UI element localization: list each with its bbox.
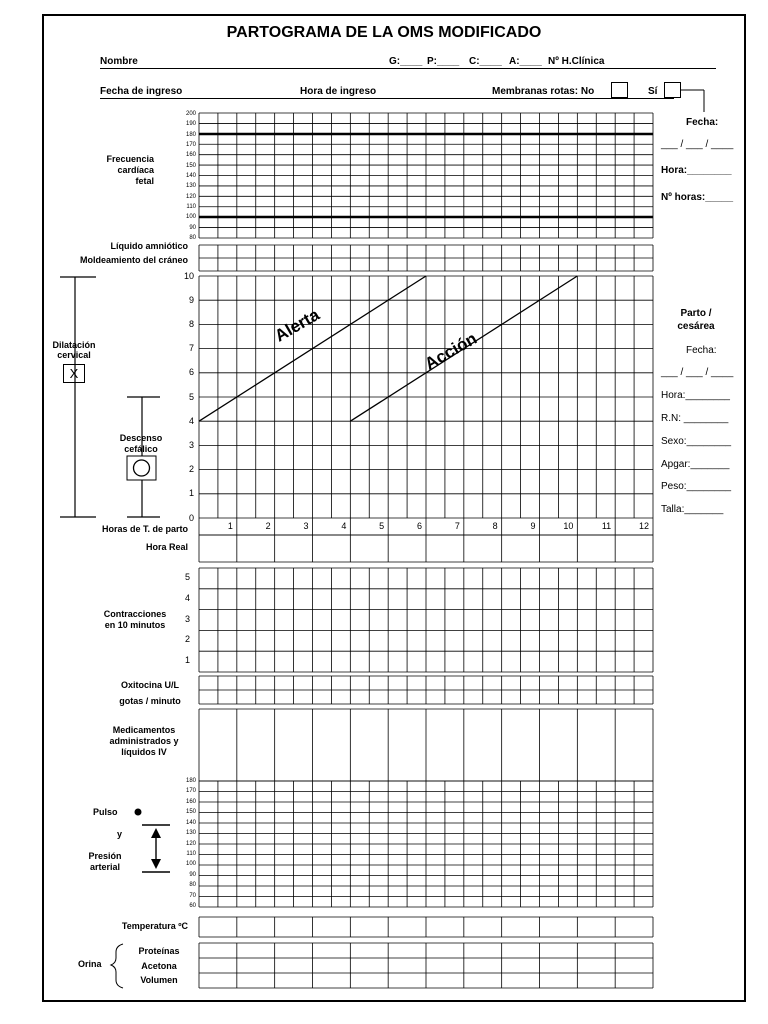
dilatacion-tick: 6: [188, 367, 194, 378]
pulso-tick: 130: [185, 830, 196, 837]
presion-arrow-up-icon: [151, 828, 161, 838]
hclinica-field: Nº H.Clínica: [548, 56, 605, 67]
dilatacion-tick: 2: [188, 464, 194, 475]
temperatura-label: Temperatura ºC: [121, 921, 188, 931]
parto-hora-field: Hora:________: [661, 390, 730, 401]
hora-real-label: Hora Real: [145, 542, 188, 552]
contracciones-tick: 4: [184, 592, 190, 603]
hour-tick-label: 4: [341, 521, 347, 531]
g-field: G:____: [389, 56, 423, 67]
hora-ingreso-label: Hora de ingreso: [300, 86, 377, 97]
hour-tick-label: 3: [303, 521, 309, 531]
alerta-line-label: Alerta: [271, 305, 323, 346]
dilatacion-tick: 1: [188, 488, 194, 499]
presion-label: Presión arterial: [88, 851, 122, 872]
fcf-tick: 200: [185, 111, 196, 117]
parto-rn-field: R.N: ________: [661, 413, 729, 424]
accion-line-label: Acción: [421, 328, 481, 374]
pulso-y-label: y: [117, 829, 123, 839]
p-field: P:____: [427, 56, 460, 67]
hour-tick-label: 5: [379, 521, 385, 531]
orina-brace: [111, 944, 123, 988]
dilatacion-tick: 9: [188, 294, 194, 305]
pulso-tick: 70: [189, 892, 196, 899]
pulso-tick: 60: [189, 903, 196, 909]
fcf-tick: 80: [189, 235, 196, 241]
fcf-tick: 190: [185, 121, 196, 128]
rupture-hora-field: Hora:________: [661, 165, 732, 176]
dilatacion-tick: 4: [188, 415, 194, 426]
fcf-tick: 130: [185, 183, 196, 190]
fcf-tick: 140: [185, 173, 196, 179]
pulso-tick: 140: [185, 819, 196, 826]
membranas-label: Membranas rotas: No: [492, 86, 595, 97]
parto-apgar-field: Apgar:_______: [661, 459, 730, 470]
hour-tick-label: 9: [530, 521, 536, 531]
fecha-ingreso-label: Fecha de ingreso: [100, 86, 183, 97]
hour-tick-label: 7: [454, 521, 460, 531]
pulso-dot-icon: [135, 809, 142, 816]
membranas-si-label: Sí: [648, 86, 658, 97]
dilatacion-tick: 0: [188, 512, 194, 523]
orina-items: Proteínas Acetona Volumen: [138, 946, 180, 985]
page-title: PARTOGRAMA DE LA OMS MODIFICADO: [226, 24, 542, 41]
hour-tick-label: 10: [563, 521, 574, 531]
oxitocina-label: Oxitocina U/L gotas / minuto: [119, 680, 181, 706]
pulso-tick: 100: [185, 861, 196, 868]
rupture-fecha-field: ___ / ___ / ____: [661, 139, 734, 150]
parto-fecha-label: Fecha:: [686, 345, 717, 356]
fcf-tick: 120: [185, 193, 196, 200]
pulso-tick: 110: [186, 850, 196, 857]
hour-tick-label: 11: [601, 521, 612, 531]
moldeamiento-label: Moldeamiento del cráneo: [79, 255, 188, 265]
contracciones-label: Contracciones en 10 minutos: [103, 609, 167, 630]
dilatacion-tick: 10: [183, 270, 194, 281]
fcf-label: Frecuencia cardíaca fetal: [106, 154, 154, 186]
parto-peso-field: Peso:________: [661, 481, 732, 492]
c-field: C:____: [469, 56, 502, 67]
parto-talla-field: Talla:_______: [661, 504, 724, 515]
fcf-tick: 110: [186, 204, 196, 210]
pulso-label: Pulso: [93, 807, 118, 817]
dilatacion-tick: 5: [188, 391, 194, 402]
rupture-fecha-label: Fecha:: [686, 117, 719, 128]
fcf-tick: 180: [185, 131, 196, 138]
contracciones-tick: 2: [184, 634, 190, 645]
dilatacion-x-symbol: X: [63, 364, 85, 383]
horas-tparto-label: Horas de T. de parto: [101, 524, 188, 534]
parto-fecha-field: ___ / ___ / ____: [661, 367, 734, 378]
contracciones-tick: 1: [184, 655, 190, 666]
orina-label: Orina: [78, 959, 102, 969]
contracciones-tick: 5: [184, 572, 190, 582]
fcf-tick: 170: [185, 142, 196, 148]
parto-title: Parto / cesárea: [677, 308, 715, 332]
hour-tick-label: 6: [416, 521, 422, 531]
pulso-tick: 150: [185, 809, 196, 816]
hour-tick-label: 2: [265, 521, 271, 531]
medicamentos-label: Medicamentos administrados y líquidos IV: [109, 725, 179, 757]
fcf-tick: 100: [185, 214, 196, 221]
parto-sexo-field: Sexo:________: [661, 436, 732, 447]
dilatacion-tick: 7: [188, 343, 194, 354]
pulso-tick: 80: [189, 882, 196, 889]
hour-tick-label: 8: [492, 521, 498, 531]
pulso-tick: 160: [185, 798, 196, 805]
pulso-tick: 120: [185, 840, 196, 847]
pulso-tick: 90: [189, 871, 196, 878]
fcf-tick: 150: [185, 162, 196, 169]
fcf-tick: 160: [185, 152, 196, 159]
hour-tick-label: 1: [227, 521, 233, 531]
fcf-tick: 90: [189, 224, 196, 231]
dilatacion-tick: 8: [188, 318, 194, 329]
hour-tick-label: 12: [638, 521, 649, 531]
contracciones-tick: 3: [184, 613, 190, 624]
pulso-tick: 170: [185, 788, 196, 795]
descenso-label: Descenso cefálico: [119, 433, 163, 454]
a-field: A:____: [509, 56, 542, 67]
liquido-label: Líquido amniótico: [110, 241, 188, 251]
nombre-label: Nombre: [100, 56, 138, 67]
presion-arrow-down-icon: [151, 859, 161, 869]
dilatacion-label: Dilatación cervical: [52, 340, 96, 360]
pulso-tick: 180: [185, 778, 196, 784]
dilatacion-tick: 3: [188, 439, 194, 450]
rupture-nhoras-field: Nº horas:_____: [661, 192, 734, 203]
